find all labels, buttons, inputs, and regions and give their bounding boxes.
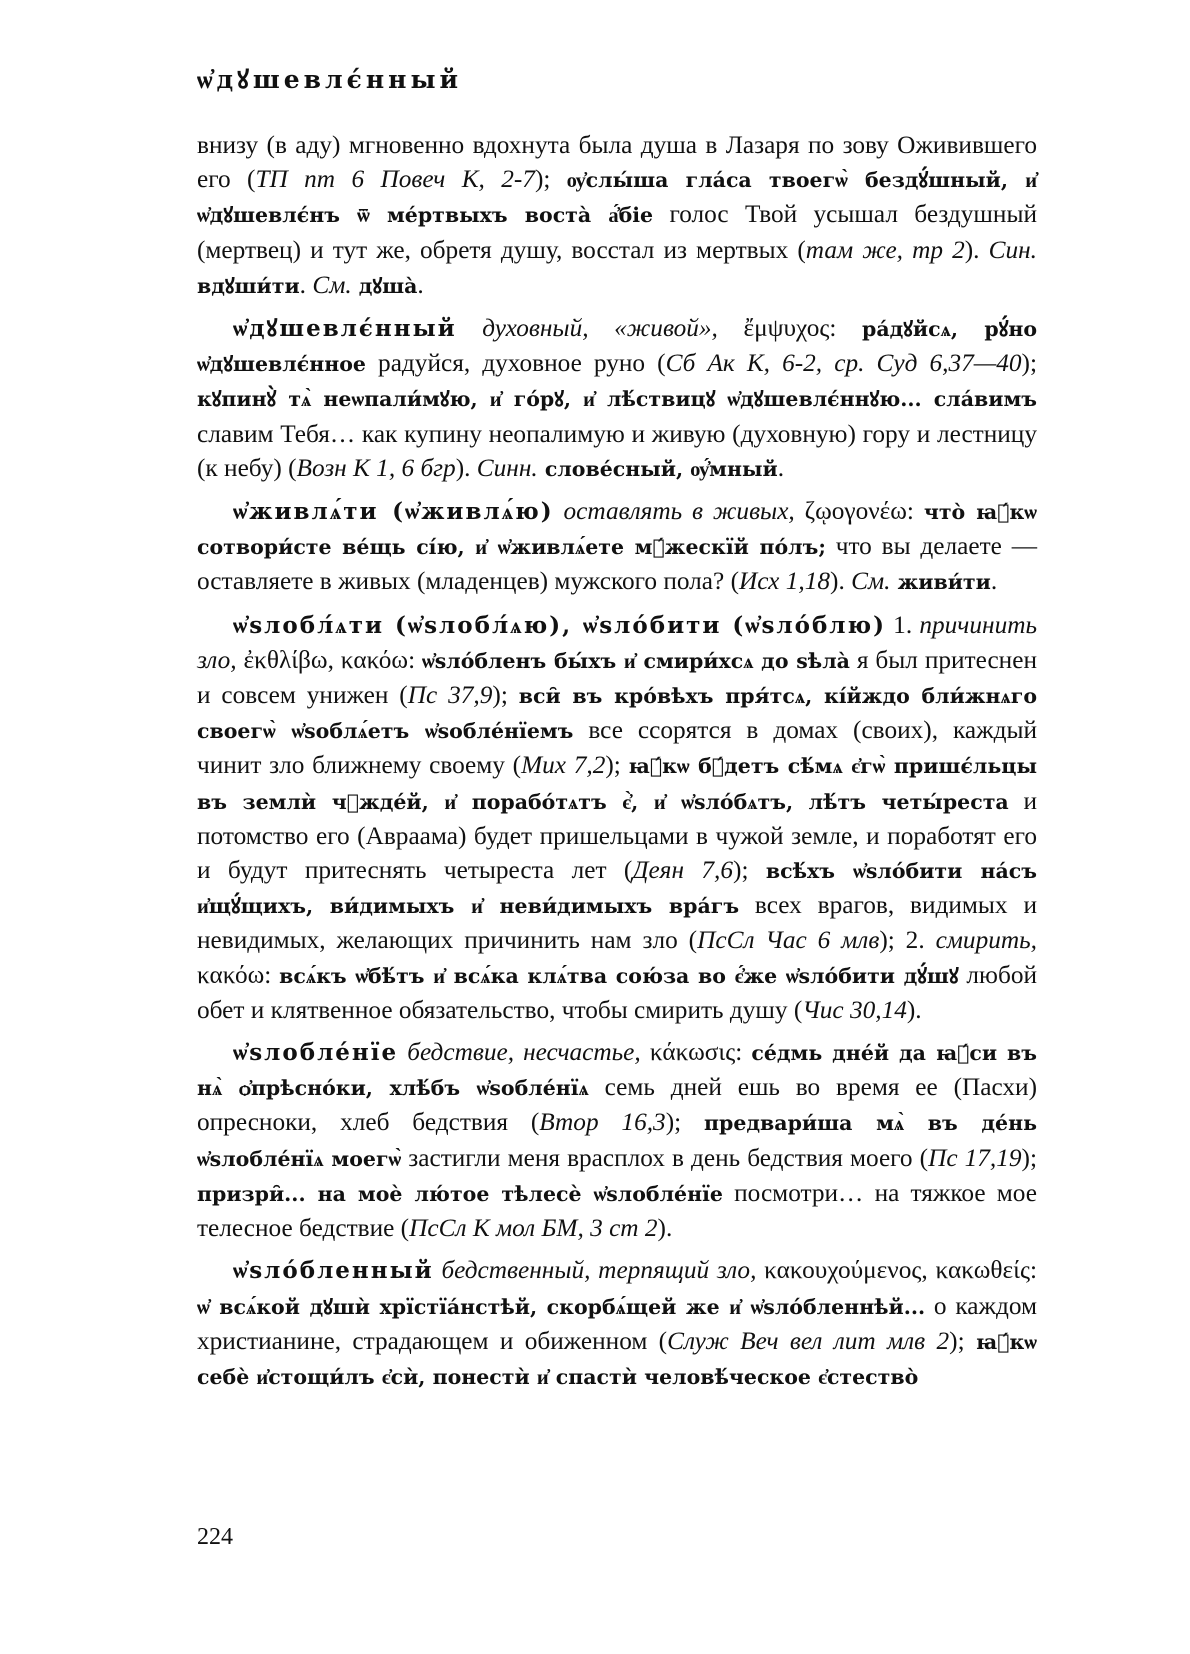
text: ). [657,1214,673,1243]
cross-reference: вдꙋши́ти [197,273,300,298]
church-slavonic-quote: вси̑ въ кро́вѣхъ пря́тсѧ, кі́йждо бли́жнѧго своегѡ̀ ѡ҆ѕоблѧ́етъ ѡ҆ѕобле́нїемъ [197,684,1038,744]
greek-equivalent: κακόω: [197,960,280,989]
citation: ТП пт 6 Повеч К, 2-7 [255,165,535,194]
text: семь дней ешь во время ее (Пасхи) опресноки, хлеб бедствия ( [197,1073,1037,1137]
text: ); [1021,1143,1037,1172]
citation: ПсСл К мол БМ, 3 ст 2 [409,1214,658,1243]
definition: смирить, [924,926,1037,955]
church-slavonic-quote: кꙋпинꙋ̀ тѧ̀ неѡпали́мꙋю, и҆ го́рꙋ, и҆ лѣ́ствицꙋ ѡ҆дꙋшевлє́ннꙋю... сла́вимъ [197,387,1037,412]
citation: Возн К 1, 6 бгр [296,453,456,482]
church-slavonic-quote: ꙗ҆́кѡ бꙋ́детъ сѣ́мѧ є҆гѡ̀ пришє́льцы въ землѝ чꙋжде́й, и҆ порабо́тѧтъ є҆̀, и҆ ѡ҆ѕло́бѧтъ, лѣ́тъ четы́реста [197,754,1037,814]
headword: ѡ҆ѕло́бленный [233,1257,434,1285]
body-text [197,128,1037,1402]
text: . [777,453,785,482]
text: ); [665,1108,704,1137]
text: . [990,567,998,596]
text: ). [964,235,989,264]
sense-number: 2. [905,926,925,955]
text: . [299,270,313,299]
citation: Втор 16,3 [539,1108,666,1137]
church-slavonic-quote: предвари́ша мѧ̀ въ де́нь ѡ҆ѕлобле́нїѧ моегѡ̀ [197,1111,1038,1171]
text: я был притеснен и совсем унижен ( [197,645,1037,710]
entry [197,494,1037,600]
citation: там же, тр 2 [805,235,965,264]
synonym-label: Син. [988,235,1037,264]
church-slavonic-quote: ѡ҆ѕло́бленъ бы́хъ и҆ смири́хсѧ до ѕѣла̀ [422,648,850,673]
text: ). [455,453,477,482]
headword: ѡ҆живлѧ́ти (ѡ҆живлѧ́ю) [233,498,554,526]
text: ); [949,1326,976,1355]
text: ). [830,567,852,596]
church-slavonic-quote: призри̑... на моѐ лю́тое тѣлесѐ ѡ҆ѕлобле́нїе [197,1181,723,1206]
headword: ѡ҆ѕлобл́ѧти (ѡ҆ѕлобл́ѧю), ѡ҆ѕло́бити (ѡ҆ѕло́блю) [233,611,886,639]
citation: Чис 30,14 [802,995,907,1024]
text: что вы делаете — оставляете в живых (младенцев) мужского пола? ( [197,532,1037,596]
definition: бедственный, терпящий зло, [441,1256,765,1285]
greek-equivalent: κακουχούμενος, κακωθείς: [764,1256,1037,1285]
citation: Мих 7,2 [521,751,606,780]
greek-equivalent: κάκωσις: [649,1038,752,1067]
text: ); [534,165,567,194]
text: всех врагов, видимых и невидимых, желающих причинить нам зло ( [197,891,1037,955]
citation: ПсСл Час 6 млв [697,926,880,955]
see-label: См. [312,270,352,299]
see-label: См. [851,567,891,596]
definition: духовный, «живой», [482,314,744,343]
church-slavonic-quote: ѹ҆слы́ша гла́са твоегѡ̀ бездꙋ́шный, и҆ ѡ҆дꙋшевлє́нъ ѿ ме́ртвыхъ воста̀ а҆́біе [197,168,1038,228]
entry-continuation [197,128,1037,303]
church-slavonic-quote: ѡ҆ всѧ́кой дꙋшѝ хрїстїа́нстѣй, скорбѧ́щей же и҆ ѡ҆ѕло́бленнѣй... [197,1294,926,1319]
text: . [417,270,424,299]
text: ); [733,856,766,885]
entry [197,1035,1037,1245]
text: голос Твой усышал бездушный (мертвец) и тут же, обретя душу, восстал из мертвых ( [197,200,1037,264]
text: ); [879,926,906,955]
church-slavonic-quote: что̀ ꙗ҆́кѡ сотвори́сте ве́щь сі́ю, и҆ ѡ҆живлѧ́ете мꙋ́жескїй по́лъ; [197,500,1037,560]
text: славим Тебя… как купину неопалимую и живую (духовную) гору и лестницу (к небу) ( [197,419,1037,482]
greek-equivalent: ἔμψυχος: [743,314,862,343]
text: ); [492,681,519,710]
definition: оставлять в живых, [563,497,805,526]
text: посмотри… на тяжкое мое телесное бедствие ( [197,1178,1037,1243]
text: застигли меня врасплох в день бедствия моего ( [401,1143,929,1172]
greek-equivalent: ζῳογονέω: [804,497,924,526]
citation: Служ Веч вел лит млв 2 [667,1326,950,1355]
entry [197,311,1037,486]
text: радуйся, духовное руно ( [365,349,666,378]
entry [197,1253,1037,1394]
page-number: 224 [197,1524,233,1550]
running-head: ѡ҆дꙋшевлє́нный [197,65,463,94]
headword: ѡ҆дꙋшевлє́нный [233,315,457,343]
citation: Пс 37,9 [407,681,493,710]
citation: Пс 17,19 [928,1143,1022,1172]
text: ); [1021,349,1037,378]
text: любой обет и клятвенное обязательство, чтобы смирить душу ( [197,960,1038,1024]
church-slavonic-quote: всѣ́хъ ѡ҆ѕло́бити на́съ и҆щꙋ́щихъ, ви́димыхъ и҆ неви́димыхъ вра́гъ [197,859,1038,919]
headword: ѡ҆ѕлобле́нїе [233,1039,399,1067]
definition: причинить зло, [197,610,1037,674]
greek-equivalent: ἐκθλίβω, κακόω: [243,645,423,674]
cross-reference: дꙋша̀ [351,273,418,298]
text: все ссорятся в домах (своих), каждый чинит зло ближнему своему ( [197,716,1038,780]
text: и потомство его (Авраама) будет пришельцами в чужой земле, и поработят его и будут притеснять четыреста лет ( [197,786,1037,885]
synonym-label: Синн. [476,453,538,482]
entry [197,608,1037,1027]
church-slavonic-quote: всѧ́къ ѡ҆бѣ́тъ и҆ всѧ́ка клѧ́тва сою́за во є҆́же ѡ҆ѕло́бити дꙋ́шꙋ [279,963,959,988]
definition: бедствие, несчастье, [407,1038,650,1067]
citation: Деян 7,6 [632,856,734,885]
sense-number: 1. [893,610,913,639]
church-slavonic-quote: се́дмь дне́й да ꙗ҆́си въ нѧ̀ ѻ҆прѣсно́ки, хлѣ́бъ ѡ҆ѕобле́нїѧ [197,1041,1037,1101]
text: внизу (в аду) мгновенно вдохнута была душа в Лазаря по зову Оживившего его ( [197,131,1037,194]
church-slavonic-quote: ра́дꙋйсѧ, рꙋ́но ѡ҆дꙋшевлє́нное [197,317,1038,377]
citation: Исх 1,18 [739,567,831,596]
text: о каждом христианине, страдающем и обиженном ( [197,1291,1037,1355]
text: ); [605,751,629,780]
text: ). [906,995,922,1024]
cross-reference: слове́сный, ѹ҆́мный [537,456,778,481]
cross-reference: живи́ти [890,570,991,595]
citation: Сб Ак К, 6-2, ср. Суд 6,37—40 [665,349,1022,378]
church-slavonic-quote: ꙗ҆́кѡ себѐ и҆стощи́лъ є҆сѝ, понестѝ и҆ спастѝ человѣ́ческое є҆стество̀ [197,1329,1037,1389]
